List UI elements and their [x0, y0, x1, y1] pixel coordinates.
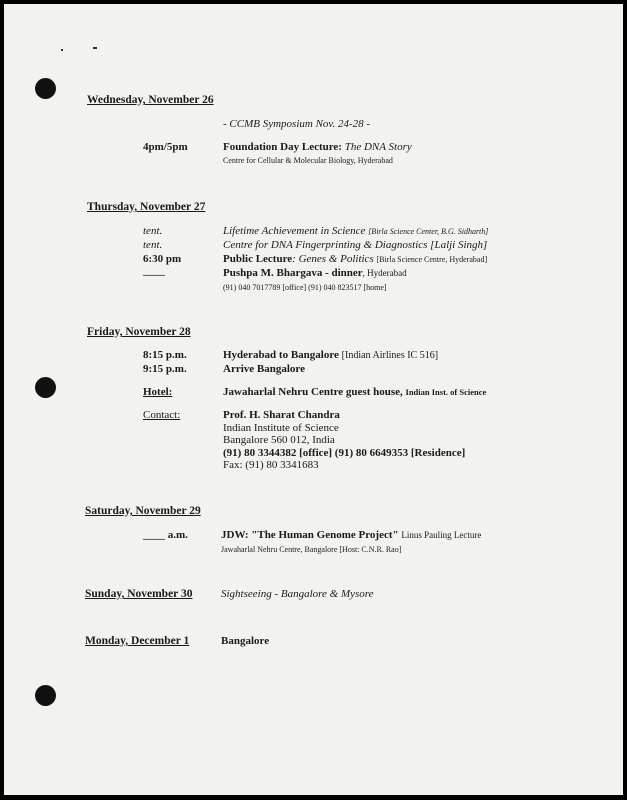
event-foundation-day-lecture: [223, 141, 412, 153]
event-title-italic: The DNA Story: [344, 141, 412, 153]
event-note: [Birla Science Center, B.G. Sidharth]: [368, 227, 489, 236]
day-heading-nov27: Thursday, November 27: [87, 201, 206, 213]
event-bangalore: Bangalore: [221, 635, 270, 647]
time-flight: 8:15 p.m.: [143, 349, 187, 361]
time-nov26: 4pm/5pm: [143, 141, 188, 153]
event-title: JDW: "The Human Genome Project": [221, 529, 399, 541]
event-place: [Birla Science Centre, Hyderabad]: [376, 255, 488, 264]
event-sightseeing: Sightseeing - Bangalore & Mysore: [221, 588, 374, 600]
contact-address: Bangalore 560 012, India: [223, 434, 335, 446]
event-cdfd: Centre for DNA Fingerprinting & Diagnostics [Lalji Singh]: [223, 239, 488, 251]
contact-label: Contact:: [143, 409, 181, 421]
speck: [61, 49, 63, 51]
event-title: : Genes & Politics: [292, 253, 374, 265]
punch-hole-middle: [35, 377, 56, 398]
day-heading-nov30: Sunday, November 30: [85, 588, 193, 600]
time-arrive: 9:15 p.m.: [143, 363, 187, 375]
speck: [93, 47, 97, 49]
hotel-info: [223, 386, 486, 398]
time-dinner-blank: ____: [143, 265, 165, 277]
punch-hole-top: [35, 78, 56, 99]
hotel-name: Jawaharlal Nehru Centre guest house,: [223, 386, 403, 398]
time-tent-1: tent.: [143, 225, 163, 237]
event-note: Linus Pauling Lecture: [401, 530, 482, 540]
contact-phones: (91) 80 3344382 [office] (91) 80 6649353 [Residence]: [223, 447, 466, 459]
event-place: Jawaharlal Nehru Centre, Bangalore [Host: C.N.R. Rao]: [221, 545, 402, 554]
event-arrive: Arrive Bangalore: [223, 363, 305, 375]
contact-org: Indian Institute of Science: [223, 422, 339, 434]
event-flight: [223, 349, 438, 362]
event-text: Lifetime Achievement in Science: [223, 225, 366, 237]
event-label: Public Lecture: [223, 253, 293, 265]
event-place: Centre for Cellular & Molecular Biology, Hyderabad: [223, 156, 393, 165]
symposium-note: - CCMB Symposium Nov. 24-28 -: [223, 118, 371, 130]
time-tent-2: tent.: [143, 239, 163, 251]
event-place: , Hyderabad: [362, 268, 407, 278]
event-title: Foundation Day Lecture:: [223, 141, 342, 153]
event-public-lecture: [223, 253, 487, 266]
contact-fax: Fax: (91) 80 3341683: [223, 459, 319, 471]
event-jdw-lecture: [221, 529, 481, 541]
event-lifetime-achievement: [223, 225, 488, 238]
contact-name: Prof. H. Sharat Chandra: [223, 409, 340, 421]
document-page: [4, 4, 623, 795]
event-dinner: [223, 267, 407, 279]
punch-hole-bottom: [35, 685, 56, 706]
event-title: Pushpa M. Bhargava - dinner: [223, 267, 363, 279]
event-title: Hyderabad to Bangalore: [223, 349, 339, 361]
event-note: [Indian Airlines IC 516]: [341, 350, 439, 361]
day-heading-nov26: Wednesday, November 26: [87, 94, 214, 106]
time-jdw-lecture: ____ a.m.: [143, 529, 188, 541]
hotel-label: Hotel:: [143, 386, 173, 398]
day-heading-nov28: Friday, November 28: [87, 326, 191, 338]
day-heading-nov29: Saturday, November 29: [85, 505, 201, 517]
time-public-lecture: 6:30 pm: [143, 253, 182, 265]
hotel-note: Indian Inst. of Science: [405, 387, 487, 397]
dinner-phones: (91) 040 7017789 [office] (91) 040 823517 [home]: [223, 283, 387, 292]
day-heading-dec1: Monday, December 1: [85, 635, 190, 647]
